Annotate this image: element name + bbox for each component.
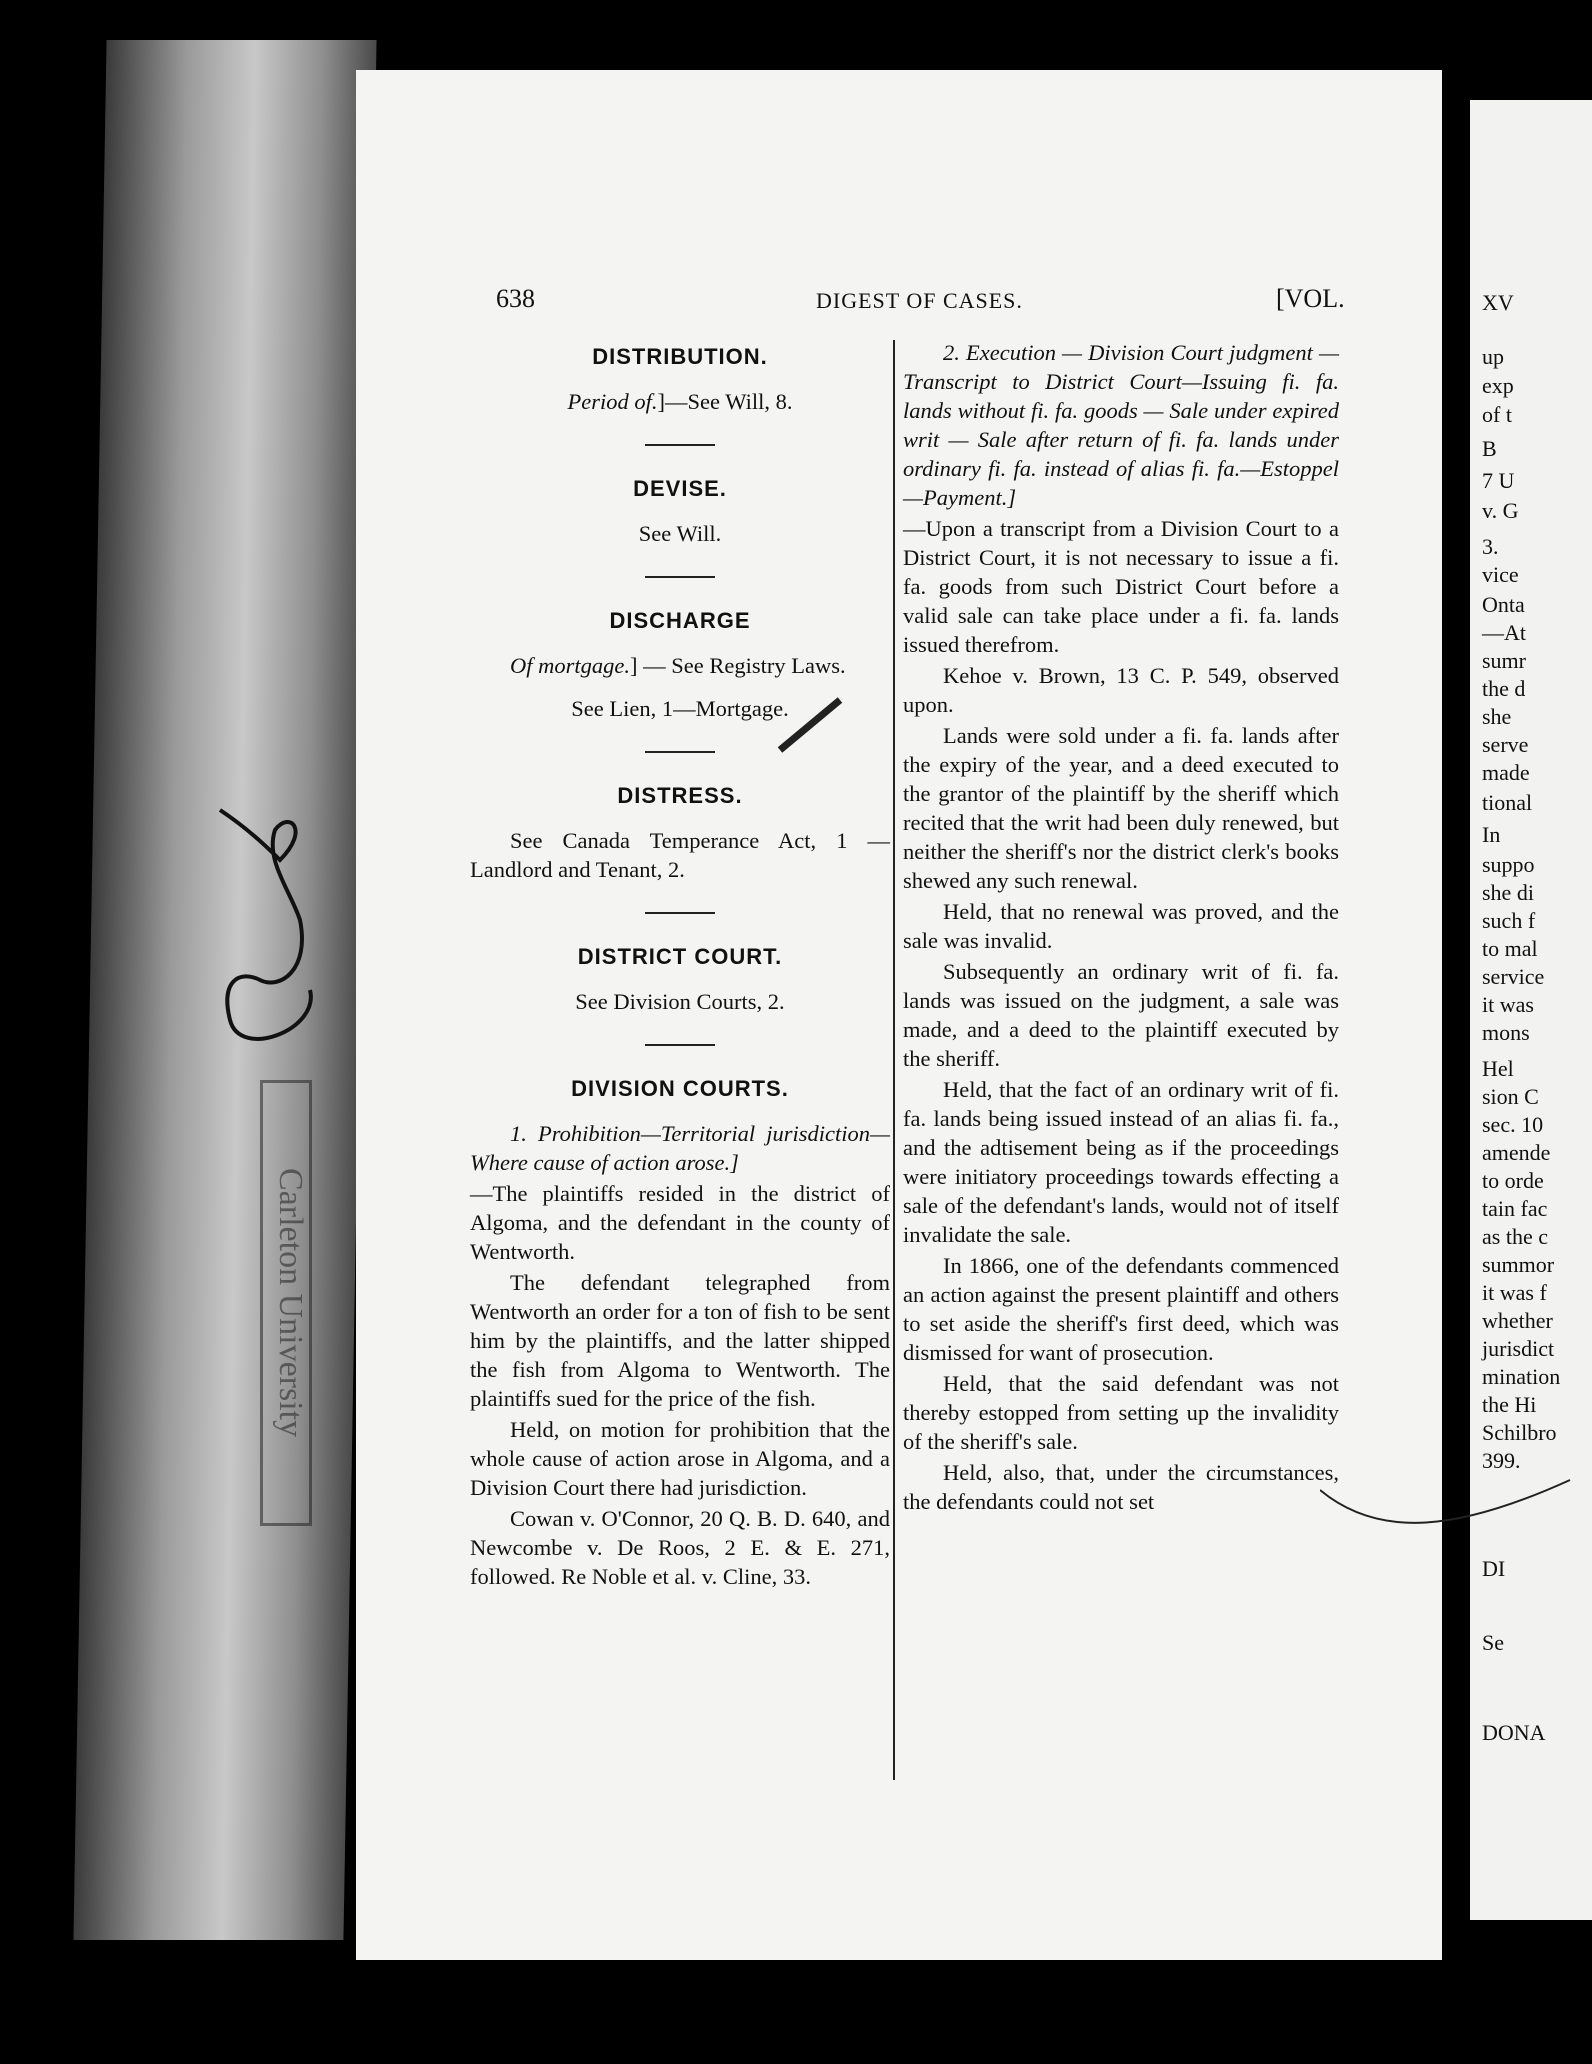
case-paragraph: Held, that the fact of an ordinary writ of fi. fa. lands being issued instead of an alias fi. fa., and the adtisement being as if the proceedings were initiatory proceedings towards effecting a sale of the defendant's lands, would not of itself invalidate the sale.: [903, 1077, 1339, 1247]
case-paragraph: Subsequently an ordinary writ of fi. fa. lands was issued on the judgment, a sale was made, and a deed to the plaintiff executed by the sheriff.: [903, 959, 1339, 1071]
facing-page-fragment: Hel: [1482, 1056, 1514, 1081]
facing-page-fragment: the Hi: [1482, 1392, 1537, 1417]
facing-page-fragment: it was: [1482, 992, 1534, 1017]
facing-page-fragment: Onta: [1482, 592, 1525, 617]
volume-label: [VOL.: [1276, 284, 1345, 313]
heading-district-court: DISTRICT COURT.: [577, 944, 783, 969]
section-rule: [645, 1044, 715, 1046]
page-number: 638: [496, 284, 535, 313]
facing-page-fragment: summor: [1482, 1252, 1555, 1277]
facing-page-fragment: Se: [1482, 1630, 1504, 1655]
right-column: [903, 338, 1339, 1518]
facing-page-fragment: sion C: [1482, 1084, 1539, 1109]
facing-page-fragment: vice: [1482, 562, 1519, 587]
section-rule: [645, 576, 715, 578]
facing-page-fragment: whether: [1482, 1308, 1553, 1333]
xref-distribution: Period of.]—See Will, 8.: [567, 389, 793, 414]
heading-distribution: DISTRIBUTION.: [592, 344, 768, 369]
facing-page-fragment: 7 U: [1482, 468, 1515, 493]
facing-page-fragment: XV: [1482, 290, 1514, 315]
case-paragraph: Held, that the said defendant was not thereby estopped from setting up the invalidity of the sheriff's sale.: [903, 1371, 1339, 1454]
facing-page-fragment: B: [1482, 436, 1497, 461]
facing-page-fragment: DONA: [1482, 1720, 1546, 1745]
heading-division-courts: DIVISION COURTS.: [571, 1076, 789, 1101]
facing-page-fragment: the d: [1482, 676, 1526, 701]
facing-page-fragment: she: [1482, 704, 1512, 729]
facing-page-fragment: she di: [1482, 880, 1534, 905]
case-paragraph: Cowan v. O'Connor, 20 Q. B. D. 640, and Newcombe v. De Roos, 2 E. & E. 271, followed. Re Noble et al. v. Cline, 33.: [470, 1506, 890, 1589]
facing-page-fragment: jurisdict: [1482, 1336, 1555, 1361]
facing-page-fragment: sec. 10: [1482, 1112, 1544, 1137]
column-divider: [893, 340, 895, 1780]
heading-devise: DEVISE.: [633, 476, 727, 501]
case-paragraph: —Upon a transcript from a Division Court to a District Court, it is not necessary to issue a fi. fa. goods from such District Court before a valid sale can take place under a fi. fa. lands issued therefrom.: [903, 516, 1339, 657]
facing-page-fragment: tional: [1482, 790, 1533, 815]
facing-page-fragment: mons: [1482, 1020, 1530, 1045]
facing-page-fragment: made: [1482, 760, 1530, 785]
facing-page-fragment: Schilbro: [1482, 1420, 1557, 1445]
xref-discharge-1: Of mortgage.] — See Registry Laws.: [510, 653, 846, 678]
facing-page-fragment: —At: [1482, 620, 1526, 645]
case-title: 1. Prohibition—Territorial jurisdiction— Where cause of action arose.]: [470, 1121, 890, 1175]
facing-page-fragment: service: [1482, 964, 1545, 989]
facing-page-fragment: exp: [1482, 373, 1514, 398]
case-paragraph: Lands were sold under a fi. fa. lands after the expiry of the year, and a deed executed to the grantor of the plaintiff by the sheriff which recited that the writ had been duly renewed, but neither the sheriff's nor the district clerk's books shewed any such renewal.: [903, 723, 1339, 893]
facing-page-fragment: 399.: [1482, 1448, 1521, 1473]
case-paragraph: Kehoe v. Brown, 13 C. P. 549, observed upon.: [903, 663, 1339, 717]
case-paragraph: Held, that no renewal was proved, and the sale was invalid.: [903, 899, 1339, 953]
library-stamp: Carleton University: [260, 1080, 312, 1526]
xref-discharge-2: See Lien, 1—Mortgage.: [571, 696, 789, 721]
facing-page-fragment: it was f: [1482, 1280, 1547, 1305]
facing-page-fragment: such f: [1482, 908, 1536, 933]
facing-page-fragment: suppo: [1482, 852, 1535, 877]
margin-line: [1320, 1470, 1580, 1560]
facing-page-fragment: DI: [1482, 1556, 1506, 1581]
heading-discharge: DISCHARGE: [609, 608, 751, 633]
case-paragraph: Held, also, that, under the circumstances, the defendants could not set: [903, 1460, 1339, 1514]
facing-page-fragment: serve: [1482, 732, 1529, 757]
section-rule: [645, 751, 715, 753]
facing-page-fragment: In: [1482, 822, 1501, 847]
facing-page-fragment: to mal: [1482, 936, 1538, 961]
left-column: [470, 338, 890, 1593]
facing-page: [1470, 100, 1592, 1920]
facing-page-fragment: sumr: [1482, 648, 1526, 673]
facing-page-fragment: of t: [1482, 402, 1512, 427]
facing-page-fragment: v. G: [1482, 498, 1519, 523]
facing-page-fragment: tain fac: [1482, 1196, 1548, 1221]
case-paragraph: The defendant telegraphed from Wentworth an order for a ton of fish to be sent him by the plaintiffs, and the latter shipped the fish from Algoma to Wentworth. The plaintiffs sued for the price of the fish.: [470, 1270, 890, 1411]
facing-page-fragment: to orde: [1482, 1168, 1544, 1193]
facing-page-fragment: up: [1482, 344, 1504, 369]
case-paragraph: In 1866, one of the defendants commenced an action against the present plaintiff and others to set aside the sheriff's first deed, which was dismissed for want of prosecution.: [903, 1253, 1339, 1365]
facing-page-fragment: 3.: [1482, 534, 1499, 559]
xref-distress: See Canada Temperance Act, 1 —Landlord and Tenant, 2.: [470, 828, 890, 882]
heading-distress: DISTRESS.: [617, 783, 743, 808]
pen-mark: [770, 690, 890, 760]
running-head: [496, 284, 1356, 324]
ink-scribble: [180, 790, 340, 1090]
case-paragraph: —The plaintiffs resided in the district of Algoma, and the defendant in the county of Wentworth.: [470, 1181, 890, 1264]
facing-page-fragment: mination: [1482, 1364, 1561, 1389]
case-title: 2. Execution — Division Court judgment — Transcript to District Court—Issuing fi. fa. lands without fi. fa. goods — Sale under expired writ — Sale after return of fi. fa. lands under ordinary fi. fa. instead of alias fi. fa.—Estoppel—Payment.]: [903, 340, 1339, 510]
section-rule: [645, 444, 715, 446]
running-title: DIGEST OF CASES.: [816, 288, 1023, 313]
section-rule: [645, 912, 715, 914]
xref-district-court: See Division Courts, 2.: [575, 989, 785, 1014]
case-paragraph: Held, on motion for prohibition that the whole cause of action arose in Algoma, and a Division Court there had jurisdiction.: [470, 1417, 890, 1500]
facing-page-fragment: amende: [1482, 1140, 1551, 1165]
facing-page-fragment: as the c: [1482, 1224, 1548, 1249]
xref-devise: See Will.: [638, 521, 722, 546]
